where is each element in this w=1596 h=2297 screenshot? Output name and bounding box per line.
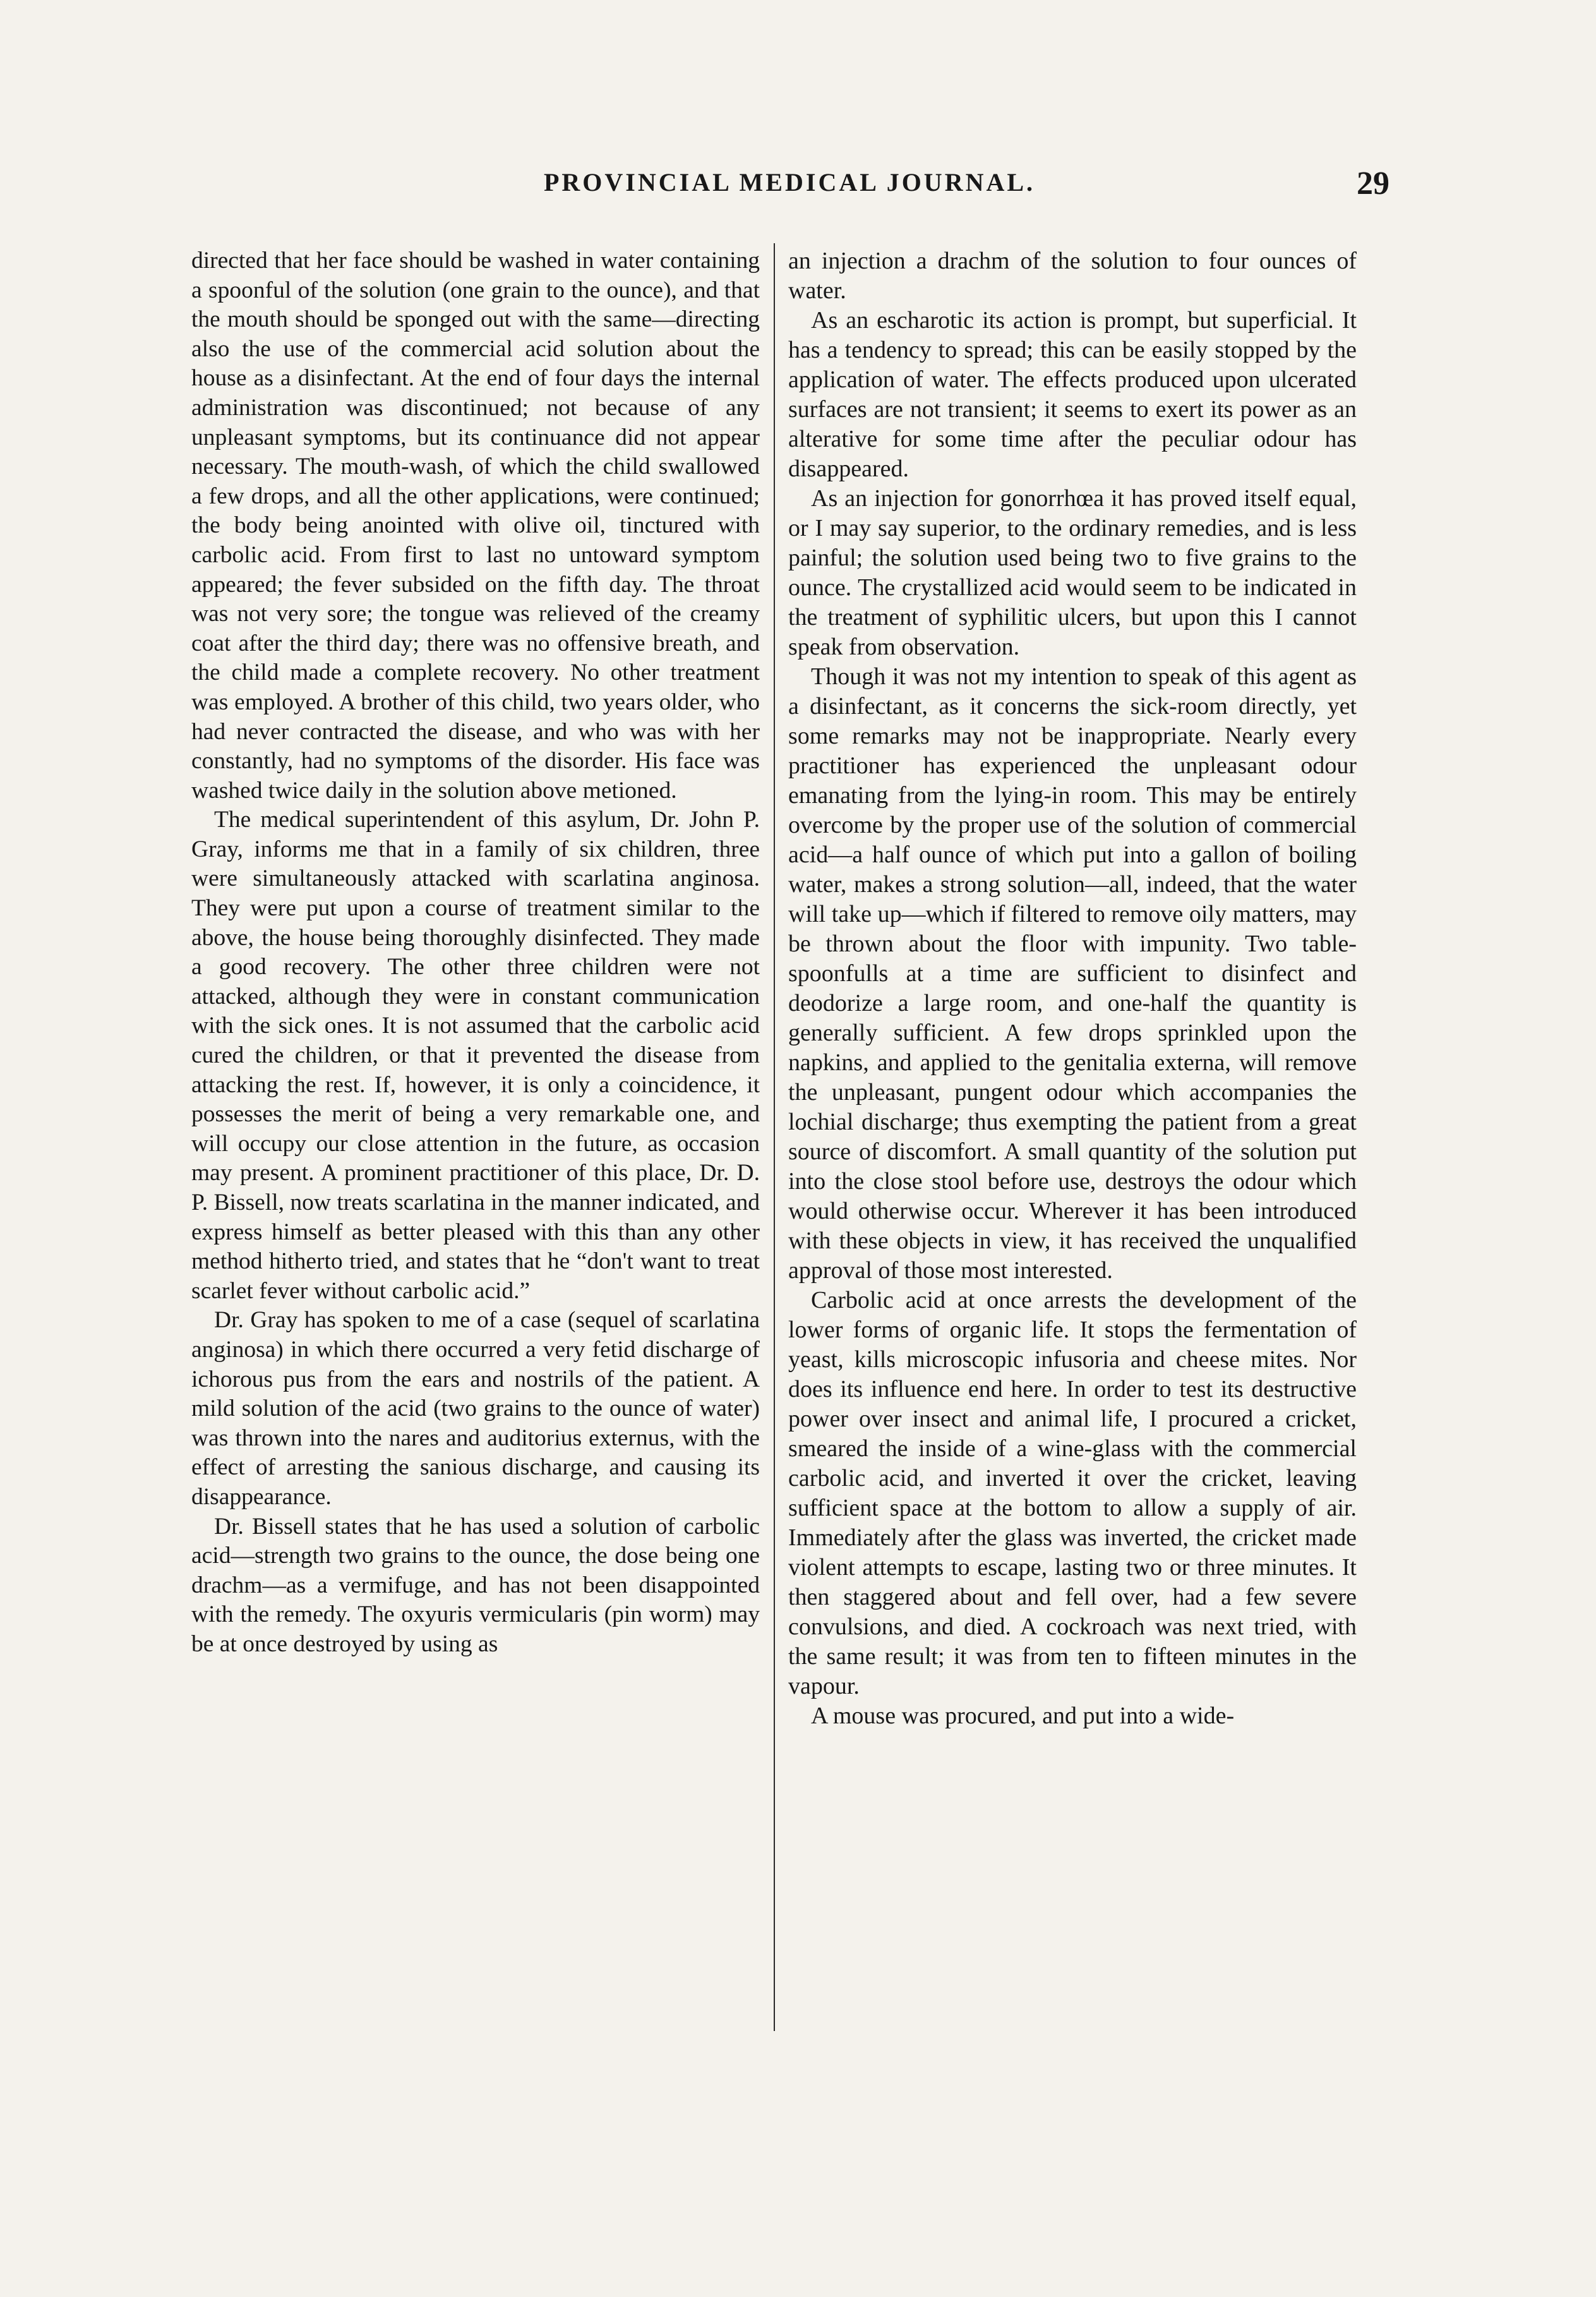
page-number: 29 xyxy=(1357,166,1389,202)
right-column xyxy=(788,246,1357,1731)
paragraph: Carbolic acid at once arrests the development of the lower forms of organic life. It stops the fermentation of yeast, kills microscopic infusoria and cheese mites. Nor does its influence end here. In order to test its destructive power over insect and animal life, I procured a cricket, smeared the inside of a wine-glass with the commercial carbolic acid, and inverted it over the cricket, leaving sufficient space at the bottom to allow a supply of air. Immediately after the glass was inverted, the cricket made violent attempts to escape, lasting two or three minutes. It then staggered about and fell over, had a few severe convulsions, and died. A cockroach was next tried, with the same result; it was from ten to fifteen minutes in the vapour. xyxy=(788,1287,1357,1699)
column-divider xyxy=(774,243,775,2031)
paragraph: Though it was not my intention to speak of this agent as a disinfectant, as it concerns the sick-room directly, yet some remarks may not be inappropriate. Nearly every practitioner has experienced the unpleasant odour emanating from the lying-in room. This may be entirely overcome by the proper use of the solution of commercial acid—a half ounce of which put into a gallon of boiling water, makes a strong solution—all, indeed, that the water will take up—which if filtered to remove oily matters, may be thrown about the floor with impunity. Two table-spoonfulls at a time are sufficient to disinfect and deodorize a large room, and one-half the quantity is generally sufficient. A few drops sprinkled upon the napkins, and applied to the genitalia externa, will remove the unpleasant, pungent odour which accompanies the lochial discharge; thus exempting the patient from a great source of discomfort. A small quantity of the solution put into the close stool before use, destroys the odour which would otherwise occur. Wherever it has been introduced with these objects in view, it has received the unqualified approval of those most interested. xyxy=(788,663,1357,1284)
paragraph: The medical superintendent of this asylum, Dr. John P. Gray, informs me that in a family of six children, three were simultaneously attacked with scarlatina anginosa. They were put upon a course of treatment similar to the above, the house being thoroughly disinfected. They made a good recovery. The other three children were not attacked, although they were in constant communication with the sick ones. It is not assumed that the carbolic acid cured the children, or that it prevented the disease from attacking the rest. If, however, it is only a coincidence, it possesses the merit of being a very remarkable one, and will occupy our close attention in the future, as occasion may present. A prominent practitioner of this place, Dr. D. P. Bissell, now treats scarlatina in the manner indicated, and express himself as better pleased with this than any other method hitherto tried, and states that he “don't want to treat scarlet fever without carbolic acid.” xyxy=(191,807,760,1304)
running-title: PROVINCIAL MEDICAL JOURNAL. xyxy=(543,168,1036,196)
left-column xyxy=(191,246,760,1660)
paragraph: Dr. Gray has spoken to me of a case (sequel of scarlatina anginosa) in which there occurred a very fetid discharge of ichorous pus from the ears and nostrils of the patient. A mild solution of the acid (two grains to the ounce of water) was thrown into the nares and auditorius externus, with the effect of arresting the sanious discharge, and causing its disappearance. xyxy=(191,1307,760,1510)
paragraph: directed that her face should be washed in water containing a spoonful of the solution (one grain to the ounce), and that the mouth should be sponged out with the same—directing also the use of the commercial acid solution about the house as a disinfectant. At the end of four days the internal administration was discontinued; not because of any unpleasant symptoms, but its continuance did not appear necessary. The mouth-wash, of which the child swallowed a few drops, and all the other applications, were continued; the body being anointed with olive oil, tinctured with carbolic acid. From first to last no untoward symptom appeared; the fever subsided on the fifth day. The throat was not very sore; the tongue was relieved of the creamy coat after the third day; there was no offensive breath, and the child made a complete recovery. No other treatment was employed. A brother of this child, two years older, who had never contracted the disease, and who was with her constantly, had no symptoms of the disorder. His face was washed twice daily in the solution above metioned. xyxy=(191,248,760,804)
paragraph: As an injection for gonorrhœa it has proved itself equal, or I may say superior, to the ordinary remedies, and is less painful; the solution used being two to five grains to the ounce. The crystallized acid would seem to be indicated in the treatment of syphilitic ulcers, but upon this I cannot speak from observation. xyxy=(788,485,1357,660)
paragraph: A mouse was procured, and put into a wide- xyxy=(811,1703,1235,1729)
paragraph: Dr. Bissell states that he has used a solution of carbolic acid—strength two grains to the ounce, the dose being one drachm—as a vermifuge, and has not been disappointed with the remedy. The oxyuris vermicularis (pin worm) may be at once destroyed by using as xyxy=(191,1513,760,1657)
page-header xyxy=(189,167,1389,212)
paragraph: an injection a drachm of the solution to four ounces of water. xyxy=(788,248,1357,304)
paragraph: As an escharotic its action is prompt, but superficial. It has a tendency to spread; this can be easily stopped by the application of water. The effects produced upon ulcerated surfaces are not transient; it seems to exert its power as an alterative for some time after the peculiar odour has disappeared. xyxy=(788,307,1357,482)
